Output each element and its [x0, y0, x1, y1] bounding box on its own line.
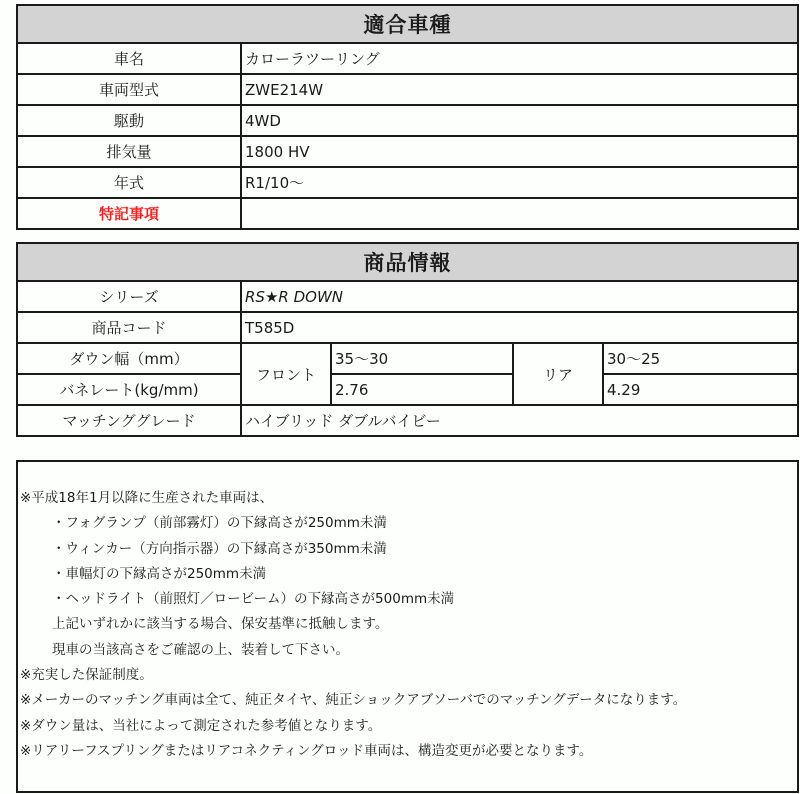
drive-value: 4WD [241, 105, 798, 136]
note-line: ・フォグランプ（前部霧灯）の下縁高さが250mm未満 [52, 515, 387, 532]
car-name-label: 車名 [17, 43, 241, 74]
displacement-label: 排気量 [17, 136, 241, 167]
rear-down-value: 30～25 [603, 343, 798, 374]
front-label: フロント [241, 343, 331, 405]
series-value: RS★R DOWN [241, 281, 798, 312]
note-line: 現車の当該高さをご確認の上、装着して下さい。 [52, 641, 349, 658]
note-line: ※リアリーフスプリングまたはリアコネクティングロッド車両は、構造変更が必要となります。 [20, 742, 593, 759]
notes-box [16, 460, 799, 793]
table-row [17, 167, 798, 198]
note-line: ・ウィンカー（方向指示器）の下縁高さが350mm未満 [52, 540, 387, 557]
rear-spring-value: 4.29 [603, 374, 798, 405]
special-note-value [241, 198, 798, 229]
note-line: ※メーカーのマッチング車両は全て、純正タイヤ、純正ショックアブソーバでのマッチングデータになります。 [20, 692, 687, 709]
table-row [17, 43, 798, 74]
table-row [17, 374, 798, 405]
product-code-value: T585D [241, 312, 798, 343]
table-row [17, 105, 798, 136]
down-amount-label: ダウン幅（mm） [17, 343, 241, 374]
product-table [16, 242, 799, 437]
drive-label: 駆動 [17, 105, 241, 136]
matching-grade-value: ハイブリッド ダブルバイビー [241, 405, 798, 436]
note-line: ※平成18年1月以降に生産された車両は、 [20, 490, 274, 506]
model-code-label: 車両型式 [17, 74, 241, 105]
front-spring-value: 2.76 [331, 374, 513, 405]
special-note-label: 特記事項 [17, 198, 241, 229]
year-label: 年式 [17, 167, 241, 198]
table-row [17, 405, 798, 436]
fitment-title: 適合車種 [17, 5, 798, 43]
table-row [17, 312, 798, 343]
rear-label: リア [513, 343, 603, 405]
table-row [17, 198, 798, 229]
note-line: 上記いずれかに該当する場合、保安基準に抵触します。 [52, 616, 389, 633]
note-line: ・車幅灯の下縁高さが250mm未満 [52, 565, 267, 582]
year-value: R1/10～ [241, 167, 798, 198]
spring-rate-label: バネレート(kg/mm) [17, 374, 241, 405]
model-code-value: ZWE214W [241, 74, 798, 105]
product-title: 商品情報 [17, 243, 798, 281]
fitment-table [16, 4, 799, 230]
table-row [17, 343, 798, 374]
car-name-value: カローラツーリング [241, 43, 798, 74]
table-row [17, 74, 798, 105]
product-code-label: 商品コード [17, 312, 241, 343]
front-down-value: 35～30 [331, 343, 513, 374]
note-line: ※充実した保証制度。 [20, 667, 153, 684]
note-line: ・ヘッドライト（前照灯／ロービーム）の下縁高さが500mm未満 [52, 591, 455, 608]
note-line: ※ダウン量は、当社によって測定された参考値となります。 [20, 717, 382, 734]
table-row [17, 281, 798, 312]
matching-grade-label: マッチンググレード [17, 405, 241, 436]
series-label: シリーズ [17, 281, 241, 312]
displacement-value: 1800 HV [241, 136, 798, 167]
table-row [17, 136, 798, 167]
